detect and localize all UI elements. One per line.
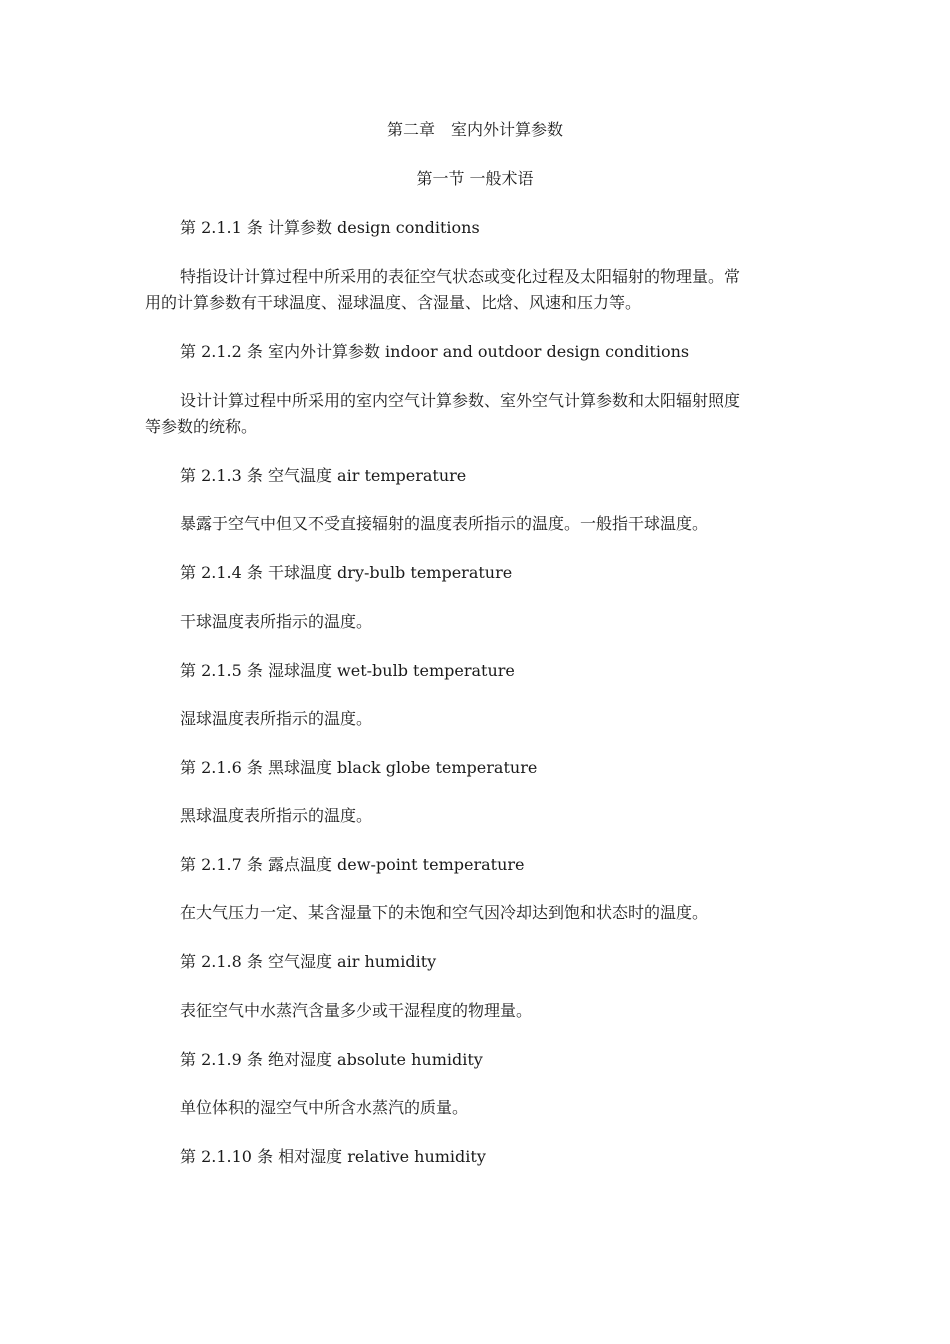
clause-body-line: 黑球温度表所指示的温度。 xyxy=(180,806,373,825)
section-title: 第一节 一般术语 xyxy=(416,169,534,188)
clause-heading: 第 2.1.4 条 干球温度 dry-bulb temperature xyxy=(180,563,513,582)
clause-body-line: 等参数的统称。 xyxy=(145,417,258,436)
clause-body-line: 单位体积的湿空气中所含水蒸汽的质量。 xyxy=(180,1098,469,1117)
chapter-title: 第二章 室内外计算参数 xyxy=(386,120,563,139)
clause-body-line: 特指设计计算过程中所采用的表征空气状态或变化过程及太阳辐射的物理量。常 xyxy=(180,267,741,286)
clause-body-line: 用的计算参数有干球温度、湿球温度、含湿量、比焓、风速和压力等。 xyxy=(145,293,642,312)
clause-heading: 第 2.1.10 条 相对湿度 relative humidity xyxy=(180,1147,486,1166)
clause-body-line: 设计计算过程中所采用的室内空气计算参数、室外空气计算参数和太阳辐射照度 xyxy=(180,391,741,410)
clause-heading: 第 2.1.5 条 湿球温度 wet-bulb temperature xyxy=(180,661,515,680)
clause-body-line: 湿球温度表所指示的温度。 xyxy=(180,709,373,728)
clause-body-line: 干球温度表所指示的温度。 xyxy=(180,612,373,631)
clause-heading: 第 2.1.6 条 黑球温度 black globe temperature xyxy=(180,758,538,777)
clause-body-line: 暴露于空气中但又不受直接辐射的温度表所指示的温度。一般指干球温度。 xyxy=(180,514,709,533)
clause-body-line: 表征空气中水蒸汽含量多少或干湿程度的物理量。 xyxy=(180,1001,533,1020)
clause-heading: 第 2.1.7 条 露点温度 dew-point temperature xyxy=(180,855,525,874)
clause-heading: 第 2.1.9 条 绝对湿度 absolute humidity xyxy=(180,1050,483,1069)
clause-heading: 第 2.1.8 条 空气湿度 air humidity xyxy=(180,952,437,971)
clause-heading: 第 2.1.1 条 计算参数 design conditions xyxy=(180,218,480,237)
clause-heading: 第 2.1.2 条 室内外计算参数 indoor and outdoor design conditions xyxy=(180,342,690,361)
clause-heading: 第 2.1.3 条 空气温度 air temperature xyxy=(180,466,467,485)
clause-body-line: 在大气压力一定、某含湿量下的未饱和空气因冷却达到饱和状态时的温度。 xyxy=(180,903,709,922)
